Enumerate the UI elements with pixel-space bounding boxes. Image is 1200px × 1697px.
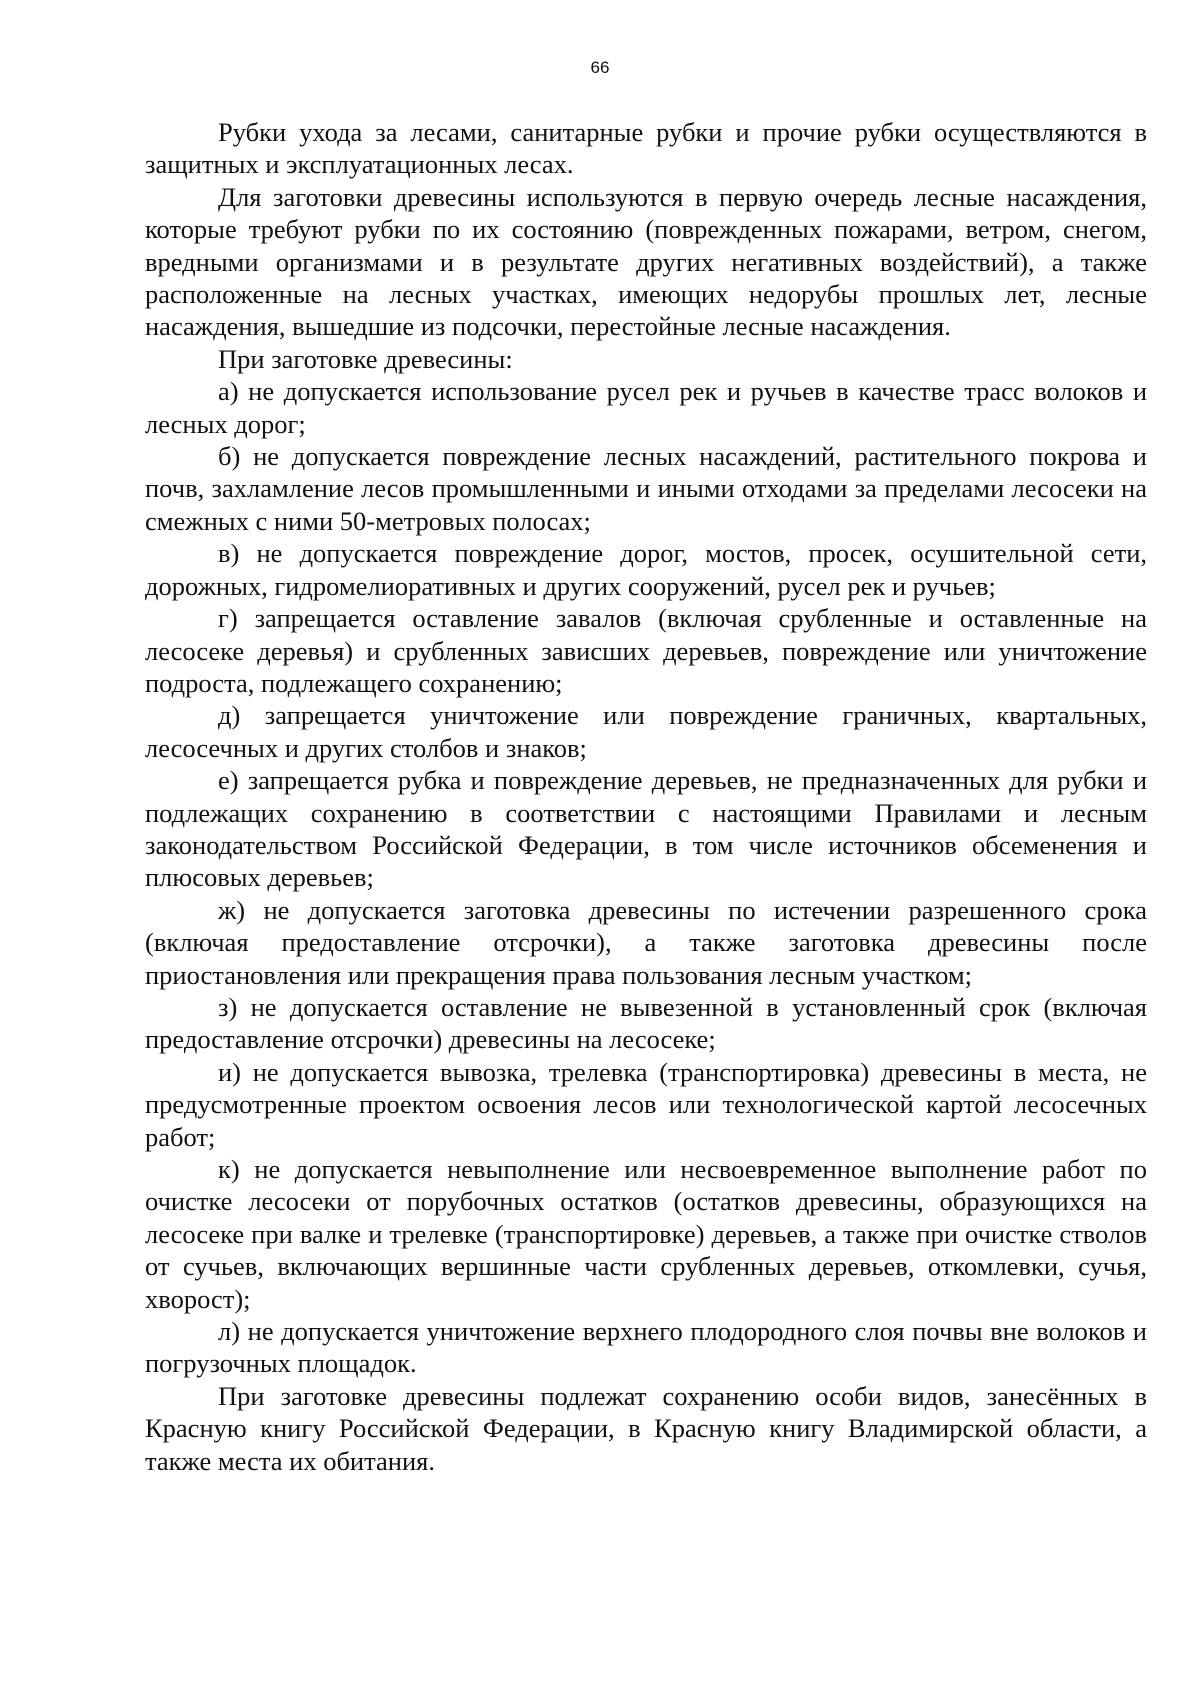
paragraph-3: При заготовке древесины: [218, 343, 513, 374]
list-item-k: к) не допускается невыполнение или несвоевременное выполнение работ по очистке лесосеки от порубочных остатков (остатков древесины, образующихся на лесосеке при валке и трелевке (транспортировке) деревьев, а также при очистке стволов от сучьев, включающих вершинные части срубленных деревьев, откомлевки, сучья, хворост); [145, 1154, 1147, 1314]
list-item-l: л) не допускается уничтожение верхнего плодородного слоя почвы вне волоков и погрузочных площадок. [145, 1316, 1147, 1379]
list-item-d: д) запрещается уничтожение или повреждение граничных, квартальных, лесосечных и других столбов и знаков; [145, 700, 1147, 763]
paragraph-1: Рубки ухода за лесами, санитарные рубки и прочие рубки осуществляются в защитных и эксплуатационных лесах. [145, 117, 1147, 180]
list-item-a: а) не допускается использование русел рек и ручьев в качестве трасс волоков и лесных дорог; [145, 376, 1147, 439]
list-item-zh: ж) не допускается заготовка древесины по истечении разрешенного срока (включая предоставление отсрочки), а также заготовка древесины после приостановления или прекращения права пользования лесным участком; [145, 894, 1147, 990]
list-item-g: г) запрещается оставление завалов (включая срубленные и оставленные на лесосеке деревья) и срубленных зависших деревьев, повреждение или уничтожение подроста, подлежащего сохранению; [145, 603, 1147, 698]
page-number: 66 [590, 58, 610, 77]
list-item-b: б) не допускается повреждение лесных насаждений, растительного покрова и почв, захламление лесов промышленными и иными отходами за пределами лесосеки на смежных с ними 50-метровых полосах; [145, 441, 1147, 536]
paragraph-2: Для заготовки древесины используются в первую очередь лесные насаждения, которые требуют рубки по их состоянию (поврежденных пожарами, ветром, снегом, вредными организмами и в результате других негативных воздействий), а также расположенные на лесных участках, имеющих недорубы прошлых лет, лесные насаждения, вышедшие из подсочки, перестойные лесные насаждения. [145, 181, 1147, 342]
list-item-z: з) не допускается оставление не вывезенной в установленный срок (включая предоставление отсрочки) древесины на лесосеке; [145, 991, 1147, 1055]
paragraph-final: При заготовке древесины подлежат сохранению особи видов, занесённых в Красную книгу Российской Федерации, в Красную книгу Владимирской области, а также места их обитания. [145, 1380, 1147, 1476]
list-item-v: в) не допускается повреждение дорог, мостов, просек, осушительной сети, дорожных, гидромелиоративных и других сооружений, русел рек и ручьев; [145, 538, 1147, 601]
list-item-e: е) запрещается рубка и повреждение деревьев, не предназначенных для рубки и подлежащих сохранению в соответствии с настоящими Правилами и лесным законодательством Российской Федерации, в том числе источников обсеменения и плюсовых деревьев; [145, 765, 1147, 893]
list-item-i: и) не допускается вывозка, трелевка (транспортировка) древесины в места, не предусмотренные проектом освоения лесов или технологической картой лесосечных работ; [145, 1056, 1147, 1152]
document-body [145, 116, 1147, 1477]
